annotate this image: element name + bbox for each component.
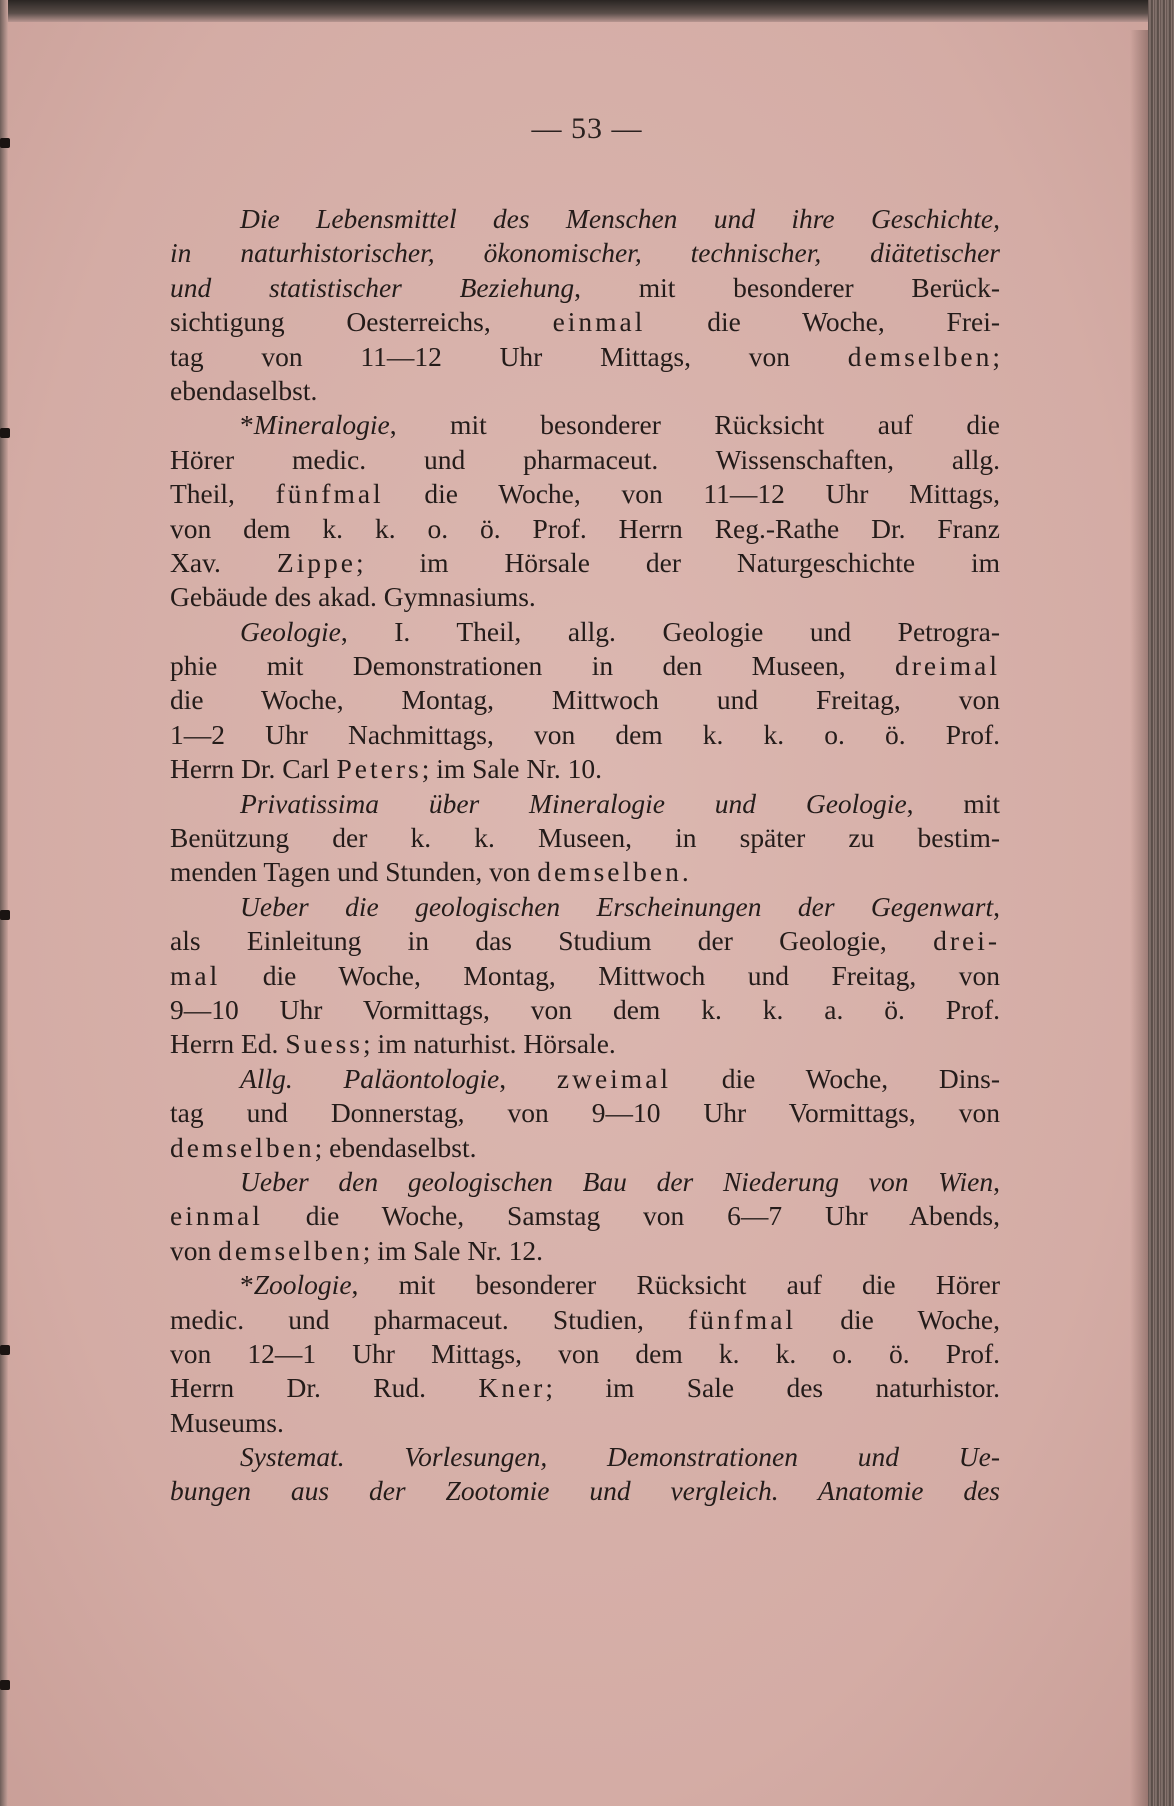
margin-mark <box>0 910 10 920</box>
text-span: Theil, <box>170 478 276 510</box>
text-span: , mit besonderer Rücksicht auf die <box>389 409 1000 441</box>
text-span: demselben <box>537 856 682 888</box>
text-line <box>170 1337 1000 1371</box>
text-span: als Einleitung in das Studium der Geologie, <box>170 925 934 957</box>
text-line <box>170 1165 1000 1199</box>
text-span: ; im Hörsale der Naturgeschichte im <box>355 546 1000 578</box>
text-span: einmal <box>170 1200 263 1232</box>
text-line <box>170 1131 1000 1165</box>
text-span: medic. und pharmaceut. Studien, <box>170 1303 688 1335</box>
text-span: mal <box>170 959 221 991</box>
margin-mark <box>0 428 10 438</box>
page-left-edge <box>0 0 8 1806</box>
text-span: Hörer medic. und pharmaceut. Wissenschaften, allg. <box>170 443 1000 475</box>
page-body-text <box>170 202 1000 1509</box>
text-span: 9—10 Uhr Vormittags, von dem k. k. a. ö. Prof. <box>170 993 1000 1025</box>
text-span: die Woche, Frei- <box>645 306 1000 338</box>
text-span: ; im naturhist. Hörsale. <box>362 1028 616 1060</box>
text-span: Herrn Dr. Rud. <box>170 1372 479 1404</box>
text-span: von dem k. k. o. ö. Prof. Herrn Reg.-Rathe Dr. Franz <box>170 512 1000 544</box>
text-line <box>170 1268 1000 1302</box>
text-line <box>170 718 1000 752</box>
text-span: Suess <box>285 1028 363 1060</box>
text-span: , <box>499 1062 557 1094</box>
text-line <box>170 993 1000 1027</box>
page-top-edge <box>0 0 1174 22</box>
margin-mark <box>0 1345 10 1355</box>
text-line <box>170 1371 1000 1405</box>
text-span: , mit <box>906 787 1001 819</box>
page-number: — 53 — <box>531 112 643 145</box>
text-span: ; ebendaselbst. <box>314 1131 477 1163</box>
text-span: Gebäude des akad. Gymnasiums. <box>170 581 536 613</box>
text-span: phie mit Demonstrationen in den Museen, <box>170 650 895 682</box>
text-line <box>170 1440 1000 1474</box>
text-line <box>170 1199 1000 1233</box>
text-span: ; im Sale Nr. 10. <box>421 753 602 785</box>
text-line <box>170 855 1000 889</box>
text-line <box>170 890 1000 924</box>
text-line <box>170 649 1000 683</box>
text-span: Museums. <box>170 1406 284 1438</box>
text-span: Systemat. Vorlesungen, Demonstrationen und Ue- <box>240 1441 1000 1473</box>
text-line <box>170 1096 1000 1130</box>
text-span: Zippe <box>276 546 356 578</box>
text-span: Allg. Paläontologie <box>240 1062 500 1094</box>
text-span: die Woche, Montag, Mittwoch und Freitag, von <box>170 684 1000 716</box>
text-span: in naturhistorischer, ökonomischer, technischer, diätetischer <box>170 237 1000 269</box>
text-line <box>170 615 1000 649</box>
text-span: Geologie <box>240 615 341 647</box>
text-span: von <box>170 1234 219 1266</box>
text-line <box>170 512 1000 546</box>
text-line <box>170 1406 1000 1440</box>
text-span: die Woche, Samstag von 6—7 Uhr Abends, <box>262 1200 1000 1232</box>
text-line <box>170 1303 1000 1337</box>
text-span: Herrn Ed. <box>170 1028 286 1060</box>
text-span: , <box>993 890 1000 922</box>
text-span: demselben <box>218 1234 363 1266</box>
text-span: ; <box>992 340 1000 372</box>
text-span: . <box>681 856 689 888</box>
text-line <box>170 1062 1000 1096</box>
text-line <box>170 340 1000 374</box>
text-span: Benützung der k. k. Museen, in später zu bestim- <box>170 822 1000 854</box>
text-line <box>170 821 1000 855</box>
text-span: fünfmal <box>687 1303 797 1335</box>
text-span: die Woche, Montag, Mittwoch und Freitag, von <box>220 959 1000 991</box>
text-line <box>170 1027 1000 1061</box>
text-span: von 12—1 Uhr Mittags, von dem k. k. o. ö. Prof. <box>170 1337 1000 1369</box>
text-line <box>170 1474 1000 1508</box>
text-line <box>170 443 1000 477</box>
text-line <box>170 236 1000 270</box>
text-line <box>170 271 1000 305</box>
text-span: demselben <box>170 1131 315 1163</box>
text-span: Xav. <box>170 546 277 578</box>
book-spine <box>1148 0 1174 1806</box>
text-span: zweimal <box>556 1062 672 1094</box>
text-span: Herrn Dr. Carl <box>170 753 337 785</box>
text-span: tag und Donnerstag, von 9—10 Uhr Vormittags, von <box>170 1097 1000 1129</box>
text-span: Ueber den geologischen Bau der Niederung von Wien <box>240 1165 994 1197</box>
text-span: * <box>240 1269 254 1301</box>
text-span: die Woche, <box>796 1303 1000 1335</box>
text-line <box>170 305 1000 339</box>
text-span: Die Lebensmittel des Menschen und ihre Geschichte, <box>240 203 1000 234</box>
text-span: , mit besonderer Rücksicht auf die Hörer <box>351 1269 1000 1301</box>
text-span: drei- <box>933 925 1000 957</box>
text-span: bungen aus der Zootomie und vergleich. Anatomie des <box>170 1475 1000 1507</box>
margin-mark <box>0 1680 10 1690</box>
text-span: Privatissima über Mineralogie und Geologie <box>240 787 907 819</box>
text-line <box>170 546 1000 580</box>
text-span: sichtigung Oesterreichs, <box>170 306 553 338</box>
text-line <box>170 374 1000 408</box>
text-line <box>170 202 1000 236</box>
text-line <box>170 1234 1000 1268</box>
text-span: die Woche, Dins- <box>671 1062 1001 1094</box>
text-span: 1—2 Uhr Nachmittags, von dem k. k. o. ö. Prof. <box>170 718 1000 750</box>
text-line <box>170 683 1000 717</box>
text-span: die Woche, von 11—12 Uhr Mittags, <box>383 478 1000 510</box>
text-span: ebendaselbst. <box>170 374 318 406</box>
text-line <box>170 477 1000 511</box>
text-span: , mit besonderer Berück- <box>574 271 1000 303</box>
text-line <box>170 924 1000 958</box>
text-span: fünfmal <box>275 478 384 510</box>
text-span: und statistischer Beziehung <box>170 271 575 303</box>
text-line <box>170 787 1000 821</box>
text-line <box>170 580 1000 614</box>
text-span: ; im Sale Nr. 12. <box>362 1234 544 1266</box>
text-span: menden Tagen und Stunden, von <box>170 856 538 888</box>
text-line <box>170 752 1000 786</box>
text-span: Zoologie <box>253 1269 352 1301</box>
text-span: , <box>993 1165 1000 1197</box>
text-span: einmal <box>552 306 646 338</box>
text-span: , I. Theil, allg. Geologie und Petrogra- <box>340 615 1000 647</box>
text-line <box>170 959 1000 993</box>
text-span: Ueber die geologischen Erscheinungen der Gegenwart <box>240 890 994 922</box>
text-line <box>170 408 1000 442</box>
text-span: demselben <box>847 340 993 372</box>
page-gutter-shadow <box>1130 30 1148 1806</box>
text-span: * <box>240 409 254 441</box>
text-span: Mineralogie <box>253 409 390 441</box>
text-span: Peters <box>336 753 422 785</box>
text-span: tag von 11—12 Uhr Mittags, von <box>170 340 848 372</box>
text-span: ; im Sale des naturhistor. <box>545 1372 1000 1404</box>
text-span: dreimal <box>895 650 1000 682</box>
text-span: Kner <box>478 1372 546 1404</box>
